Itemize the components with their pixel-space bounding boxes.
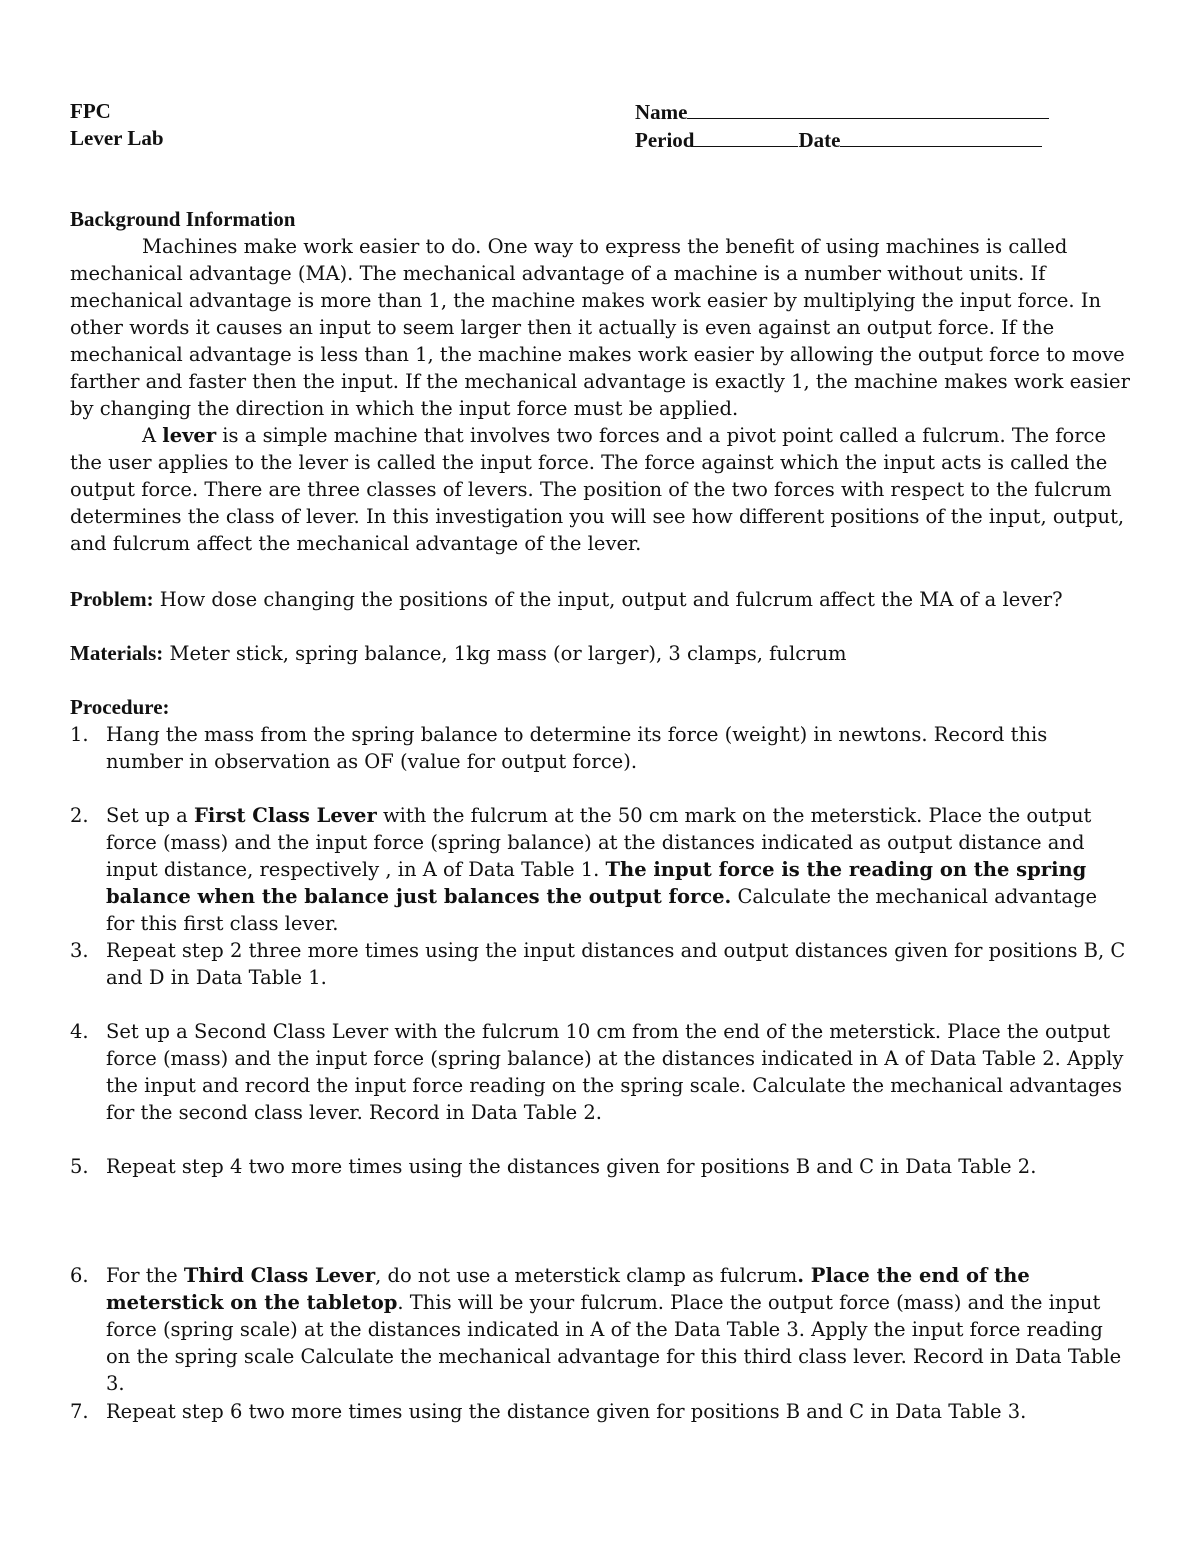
problem-label: Problem: [70, 587, 154, 611]
para2-post: is a simple machine that involves two forces and a pivot point called a fulcrum. The force the user applies to the lever is called the input force. The force against which the input acts is called the output force. There are three classes of levers. The position of the two forces with respect to the fulcrum determines the class of lever. In this investigation you will see how different positions of the input, output, and fulcrum affect the mechanical advantage of the lever. [70, 424, 1125, 555]
step2-a: Set up a [106, 804, 194, 827]
name-label: Name [635, 100, 688, 124]
para2-lever-term: lever [162, 424, 217, 447]
step2-e: Calculate the mechanical advantage for this first class lever. [106, 885, 1098, 935]
step-text: Repeat step 4 two more times using the distances given for positions B and C in Data Table 2. [106, 1155, 1037, 1178]
background-section [70, 206, 1130, 557]
step-number: 6. [70, 1264, 89, 1287]
step2-input-force-note: The input force is the reading on the spring balance when the balance just balances the output force. [106, 858, 1087, 908]
para2-pre: A [142, 424, 163, 447]
period-date-line [635, 126, 1049, 154]
name-line [635, 98, 1049, 126]
course-label: FPC [70, 99, 111, 123]
procedure-step [70, 1153, 1130, 1180]
header-left [70, 98, 164, 152]
background-paragraph-2 [70, 422, 1130, 557]
header-right [635, 98, 1049, 154]
problem-section [70, 586, 1130, 613]
step-number: 7. [70, 1400, 89, 1423]
step2-first-class-lever: First Class Lever [194, 804, 377, 827]
procedure-step [70, 1398, 1130, 1425]
step6-c: , do not use a meterstick clamp as fulcrum [375, 1264, 798, 1287]
procedure-step [70, 1262, 1130, 1397]
lab-title: Lever Lab [70, 126, 164, 150]
step2-c: with the fulcrum at the 50 cm mark on the meterstick. Place the output force (mass) and the input force (spring balance) at the distances indicated as output distance and input distance, respectively , in A of Data Table 1. [106, 804, 1092, 881]
procedure-step [70, 1018, 1130, 1126]
materials-text: Meter stick, spring balance, 1kg mass (or larger), 3 clamps, fulcrum [163, 642, 847, 665]
step-text: Repeat step 2 three more times using the input distances and output distances given for positions B, C and D in Data Table 1. [106, 939, 1126, 989]
problem-text: How dose changing the positions of the input, output and fulcrum affect the MA of a lever? [153, 588, 1063, 611]
step-number: 2. [70, 804, 89, 827]
materials-label: Materials: [70, 641, 164, 665]
period-label: Period [635, 128, 695, 152]
step6-a: For the [106, 1264, 184, 1287]
period-blank [694, 126, 798, 147]
step-text: Hang the mass from the spring balance to determine its force (weight) in newtons. Record this number in observation as OF (value for output force). [106, 723, 1048, 773]
step-number: 3. [70, 939, 89, 962]
procedure-step [70, 721, 1130, 775]
materials-section [70, 640, 1130, 667]
procedure-heading: Procedure: [70, 695, 170, 719]
document-header [70, 98, 1130, 158]
step-number: 1. [70, 723, 89, 746]
step6-e: . This will be your fulcrum. Place the output force (mass) and the input force (spring scale) at the distances indicated in A of the Data Table 3. Apply the input force reading on the spring scale Calculate the mechanical advantage for this third class lever. Record in Data Table 3. [106, 1291, 1122, 1395]
background-paragraph-1: Machines make work easier to do. One way to express the benefit of using machines is called mechanical advantage (MA). The mechanical advantage of a machine is a number without units. If mechanical advantage is more than 1, the machine makes work easier by multiplying the input force. In other words it causes an input to seem larger then it actually is even against an output force. If the mechanical advantage is less than 1, the machine makes work easier by allowing the output force to move farther and faster then the input. If the mechanical advantage is exactly 1, the machine makes work easier by changing the direction in which the input force must be applied. [70, 235, 1130, 420]
step-text: Repeat step 6 two more times using the distance given for positions B and C in Data Table 3. [106, 1400, 1027, 1423]
procedure-step [70, 802, 1130, 937]
step6-tabletop-note: . Place the end of the meterstick on the tabletop [106, 1264, 1030, 1314]
procedure-section [70, 694, 1130, 721]
date-label: Date [798, 128, 841, 152]
step-number: 4. [70, 1020, 89, 1043]
step-text [106, 802, 1130, 937]
procedure-step [70, 937, 1130, 991]
date-blank [840, 126, 1042, 147]
name-blank [687, 98, 1049, 119]
step-text: Set up a Second Class Lever with the fulcrum 10 cm from the end of the meterstick. Place the output force (mass) and the input force (spring balance) at the distances indicated in A of Data Table 2. Apply the input and record the input force reading on the spring scale. Calculate the mechanical advantages for the second class lever. Record in Data Table 2. [106, 1020, 1124, 1124]
step-number: 5. [70, 1155, 89, 1178]
background-heading: Background Information [70, 207, 296, 231]
step6-third-class-lever: Third Class Lever [183, 1264, 376, 1287]
step-text [106, 1262, 1130, 1397]
